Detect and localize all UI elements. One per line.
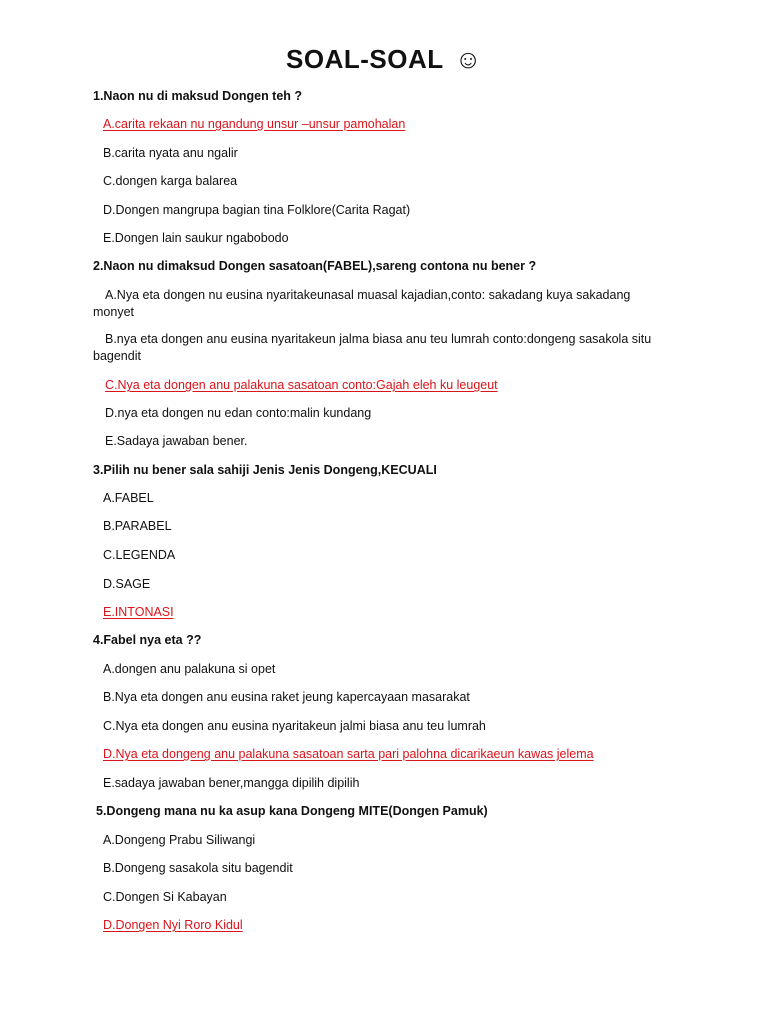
q5-option-b: B.Dongeng sasakola situ bagendit [103, 861, 293, 875]
q4-option-b: B.Nya eta dongen anu eusina raket jeung kapercayaan masarakat [103, 690, 470, 704]
q2-option-e: E.Sadaya jawaban bener. [105, 434, 248, 448]
q1-option-b: B.carita nyata anu ngalir [103, 146, 238, 160]
question-3: 3.Pilih nu bener sala sahiji Jenis Jenis Dongeng,KECUALI [93, 463, 437, 477]
q4-option-a: A.dongen anu palakuna si opet [103, 662, 276, 676]
q2-option-b: B.nya eta dongen anu eusina nyaritakeun jalma biasa anu teu lumrah conto:dongeng sasakola situ bagendit [93, 332, 652, 363]
page-title [0, 44, 768, 75]
q1-option-c: C.dongen karga balarea [103, 174, 238, 188]
q2-option-c: C.Nya eta dongen anu palakuna sasatoan conto:Gajah eleh ku leugeut [105, 378, 498, 392]
q3-option-c: C.LEGENDA [103, 548, 176, 562]
q3-option-e: E.INTONASI [103, 605, 174, 619]
q2-option-a: A.Nya eta dongen nu eusina nyaritakeunasal muasal kajadian,conto: sakadang kuya sakadang monyet [93, 288, 631, 319]
q4-option-c: C.Nya eta dongen anu eusina nyaritakeun jalmi biasa anu teu lumrah [103, 719, 486, 733]
q1-option-a: A.carita rekaan nu ngandung unsur –unsur pamohalan [103, 117, 406, 131]
smiley-icon: ☺ [454, 44, 482, 74]
title-text: SOAL-SOAL [286, 44, 444, 74]
question-2: 2.Naon nu dimaksud Dongen sasatoan(FABEL),sareng contona nu bener ? [93, 259, 537, 273]
q5-option-c: C.Dongen Si Kabayan [103, 890, 227, 904]
q3-option-b: B.PARABEL [103, 519, 172, 533]
q5-option-a: A.Dongeng Prabu Siliwangi [103, 833, 256, 847]
q2-option-d: D.nya eta dongen nu edan conto:malin kundang [105, 406, 372, 420]
q3-option-a: A.FABEL [103, 491, 154, 505]
q1-option-d: D.Dongen mangrupa bagian tina Folklore(Carita Ragat) [103, 203, 411, 217]
question-1: 1.Naon nu di maksud Dongen teh ? [93, 89, 303, 103]
q5-option-d: D.Dongen Nyi Roro Kidul [103, 918, 243, 932]
q4-option-d: D.Nya eta dongeng anu palakuna sasatoan sarta pari palohna dicarikaeun kawas jelema [103, 747, 594, 761]
question-5: 5.Dongeng mana nu ka asup kana Dongeng MITE(Dongen Pamuk) [96, 804, 488, 818]
q3-option-d: D.SAGE [103, 577, 151, 591]
question-4: 4.Fabel nya eta ?? [93, 633, 202, 647]
q1-option-e: E.Dongen lain saukur ngabobodo [103, 231, 289, 245]
q4-option-e: E.sadaya jawaban bener,mangga dipilih dipilih [103, 776, 360, 790]
